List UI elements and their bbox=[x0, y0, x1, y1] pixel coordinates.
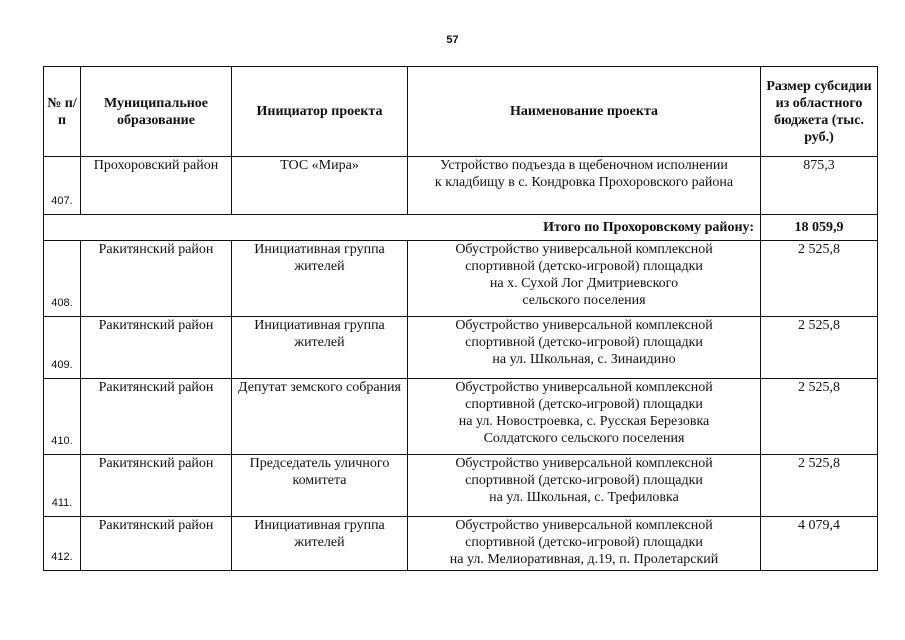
header-municipality: Муниципальное образование bbox=[81, 67, 232, 157]
project-line: на х. Сухой Лог Дмитриевского bbox=[489, 276, 679, 291]
row-municipality: Ракитянский район bbox=[81, 241, 232, 317]
row-project-name bbox=[408, 317, 761, 379]
subtotal-label: Итого по Прохоровскому району: bbox=[44, 215, 761, 241]
row-num: 410. bbox=[44, 379, 81, 455]
project-line: Устройство подъезда в щебеночном исполнении bbox=[440, 158, 728, 173]
project-line: Обустройство универсальной комплексной bbox=[455, 518, 713, 533]
table-row bbox=[44, 455, 878, 517]
subsidy-table bbox=[43, 66, 878, 571]
row-amount: 2 525,8 bbox=[761, 317, 878, 379]
row-project-name bbox=[408, 455, 761, 517]
project-line: спортивной (детско-игровой) площадки bbox=[465, 473, 703, 488]
project-line: спортивной (детско-игровой) площадки bbox=[465, 259, 703, 274]
row-municipality: Прохоровский район bbox=[81, 157, 232, 215]
header-num: № п/п bbox=[44, 67, 81, 157]
table-row bbox=[44, 157, 878, 215]
header-initiator: Инициатор проекта bbox=[232, 67, 408, 157]
project-line: на ул. Новостроевка, с. Русская Березовка bbox=[458, 414, 710, 429]
project-line: Обустройство универсальной комплексной bbox=[455, 380, 713, 395]
row-project-name bbox=[408, 157, 761, 215]
row-num: 412. bbox=[44, 517, 81, 571]
project-line: спортивной (детско-игровой) площадки bbox=[465, 335, 703, 350]
row-amount: 4 079,4 bbox=[761, 517, 878, 571]
row-amount: 2 525,8 bbox=[761, 455, 878, 517]
row-project-name bbox=[408, 517, 761, 571]
row-num: 411. bbox=[44, 455, 81, 517]
project-line: на ул. Мелиоративная, д.19, п. Пролетарский bbox=[449, 552, 719, 567]
project-line: на ул. Школьная, с. Трефиловка bbox=[489, 490, 679, 505]
project-line: Обустройство универсальной комплексной bbox=[455, 318, 713, 333]
header-subsidy: Размер субсидии из областного бюджета (тыс. руб.) bbox=[761, 67, 878, 157]
table-row bbox=[44, 317, 878, 379]
row-project-name bbox=[408, 379, 761, 455]
row-initiator: Инициативная группа жителей bbox=[232, 317, 408, 379]
row-amount: 2 525,8 bbox=[761, 241, 878, 317]
row-initiator: ТОС «Мира» bbox=[232, 157, 408, 215]
table-row bbox=[44, 517, 878, 571]
row-num: 407. bbox=[44, 157, 81, 215]
row-amount: 875,3 bbox=[761, 157, 878, 215]
header-project-name: Наименование проекта bbox=[408, 67, 761, 157]
row-initiator: Инициативная группа жителей bbox=[232, 517, 408, 571]
row-amount: 2 525,8 bbox=[761, 379, 878, 455]
subtotal-value: 18 059,9 bbox=[761, 215, 878, 241]
row-municipality: Ракитянский район bbox=[81, 517, 232, 571]
row-municipality: Ракитянский район bbox=[81, 379, 232, 455]
project-line: Обустройство универсальной комплексной bbox=[455, 456, 713, 471]
row-num: 408. bbox=[44, 241, 81, 317]
project-line: к кладбищу в с. Кондровка Прохоровского района bbox=[434, 175, 734, 190]
row-num: 409. bbox=[44, 317, 81, 379]
table-header-row bbox=[44, 67, 878, 157]
page-number: 57 bbox=[446, 34, 459, 46]
row-municipality: Ракитянский район bbox=[81, 317, 232, 379]
row-initiator: Инициативная группа жителей bbox=[232, 241, 408, 317]
row-project-name bbox=[408, 241, 761, 317]
subtotal-row bbox=[44, 215, 878, 241]
project-line: Обустройство универсальной комплексной bbox=[455, 242, 713, 257]
row-municipality: Ракитянский район bbox=[81, 455, 232, 517]
project-line: спортивной (детско-игровой) площадки bbox=[465, 535, 703, 550]
table-row bbox=[44, 379, 878, 455]
row-initiator: Депутат земского собрания bbox=[232, 379, 408, 455]
project-line: спортивной (детско-игровой) площадки bbox=[465, 397, 703, 412]
project-line: сельского поселения bbox=[522, 293, 646, 308]
table-row bbox=[44, 241, 878, 317]
project-line: на ул. Школьная, с. Зинаидино bbox=[492, 352, 676, 367]
row-initiator: Председатель уличного комитета bbox=[232, 455, 408, 517]
project-line: Солдатского сельского поселения bbox=[483, 431, 685, 446]
